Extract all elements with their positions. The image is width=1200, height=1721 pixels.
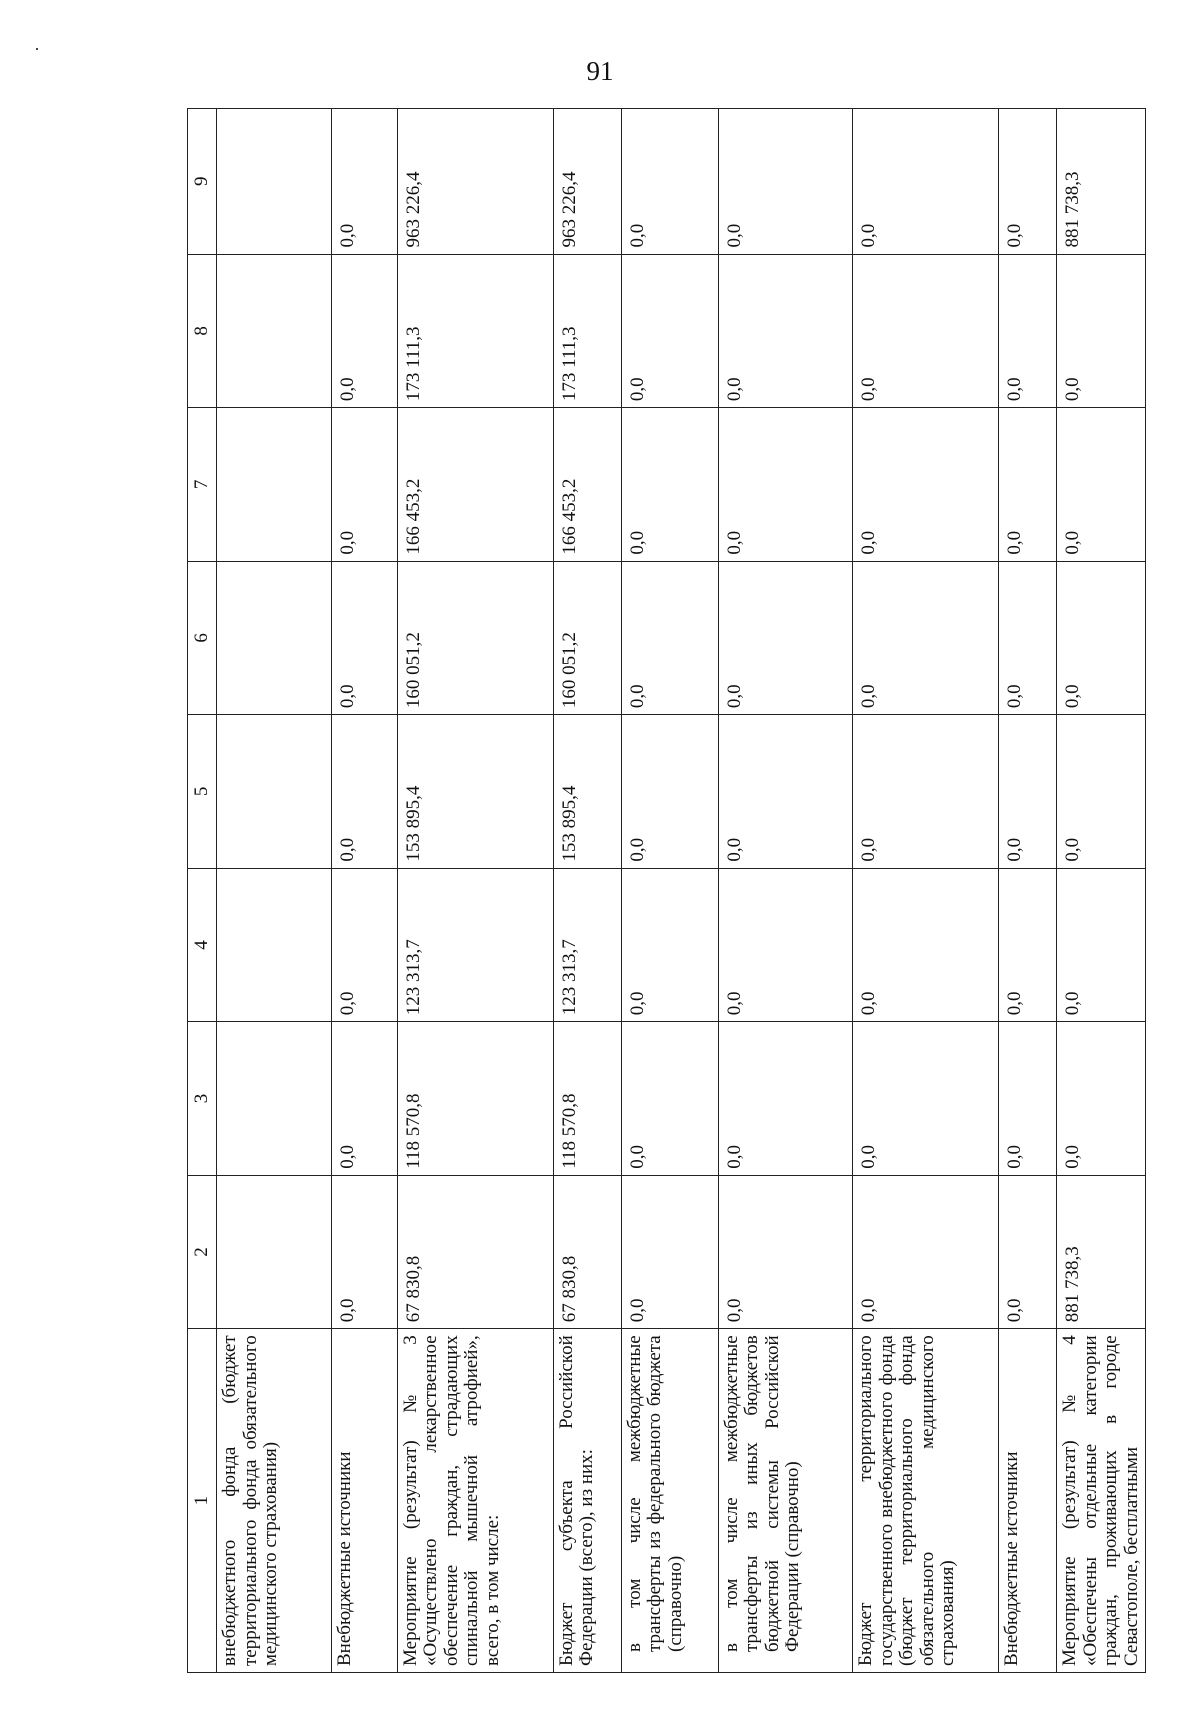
value-cell: 160 051,2	[397, 561, 553, 715]
table-row	[1057, 109, 1146, 1673]
table-row	[331, 109, 397, 1673]
value-cell: 0,0	[718, 109, 852, 255]
value-cell: 0,0	[998, 1022, 1056, 1176]
column-number-6: 6	[188, 561, 217, 715]
row-label: Мероприятие (результат) № 4 «Обеспечены отдельные категории граждан, проживающих в городе Севастополе, бесплатными	[1057, 1329, 1146, 1673]
value-cell: 118 570,8	[397, 1022, 553, 1176]
value-cell: 0,0	[331, 561, 397, 715]
value-cell: 0,0	[998, 561, 1056, 715]
value-cell: 0,0	[718, 408, 852, 562]
column-number-9: 9	[188, 109, 217, 255]
value-cell: 0,0	[853, 561, 999, 715]
value-cell: 0,0	[331, 1022, 397, 1176]
page-number: 91	[586, 56, 614, 86]
value-cell: 0,0	[718, 715, 852, 869]
row-label: внебюджетного фонда (бюджет территориального фонда обязательного медицинского страхования)	[217, 1329, 332, 1673]
value-cell: 881 738,3	[1057, 109, 1146, 255]
value-cell: 173 111,3	[397, 254, 553, 408]
value-cell: 0,0	[998, 408, 1056, 562]
value-cell: 0,0	[998, 254, 1056, 408]
value-cell: 0,0	[331, 254, 397, 408]
value-cell: 0,0	[331, 1175, 397, 1329]
value-cell: 0,0	[998, 715, 1056, 869]
table-row	[397, 109, 553, 1673]
column-number-3: 3	[188, 1022, 217, 1176]
column-number-7: 7	[188, 408, 217, 562]
value-cell	[217, 1022, 332, 1176]
value-cell: 123 313,7	[397, 868, 553, 1022]
row-label: в том числе межбюджетные трансферты из иных бюджетов бюджетной системы Российской Федерации (справочно)	[718, 1329, 852, 1673]
value-cell: 0,0	[853, 1022, 999, 1176]
value-cell: 0,0	[1057, 561, 1146, 715]
table-frame	[187, 108, 1142, 1673]
value-cell: 0,0	[853, 1175, 999, 1329]
table-row	[718, 109, 852, 1673]
budget-table	[187, 108, 1146, 1673]
value-cell: 166 453,2	[553, 408, 621, 562]
value-cell: 0,0	[853, 868, 999, 1022]
table-row	[998, 109, 1056, 1673]
value-cell: 166 453,2	[397, 408, 553, 562]
value-cell: 0,0	[853, 109, 999, 255]
value-cell	[217, 561, 332, 715]
value-cell: 0,0	[621, 561, 718, 715]
value-cell: 0,0	[998, 1175, 1056, 1329]
column-number-5: 5	[188, 715, 217, 869]
value-cell: 0,0	[1057, 868, 1146, 1022]
value-cell: 123 313,7	[553, 868, 621, 1022]
value-cell: 67 830,8	[553, 1175, 621, 1329]
value-cell: 0,0	[621, 868, 718, 1022]
scan-speck	[36, 48, 38, 50]
value-cell: 0,0	[718, 561, 852, 715]
value-cell: 0,0	[853, 254, 999, 408]
row-label: Бюджет территориального государственного внебюджетного фонда (бюджет территориального фонда обязательного медицинского страхования)	[853, 1329, 999, 1673]
value-cell: 0,0	[998, 109, 1056, 255]
column-number-2: 2	[188, 1175, 217, 1329]
table-row	[217, 109, 332, 1673]
value-cell: 0,0	[853, 408, 999, 562]
table-row	[553, 109, 621, 1673]
column-number-4: 4	[188, 868, 217, 1022]
value-cell: 0,0	[1057, 408, 1146, 562]
value-cell: 0,0	[853, 715, 999, 869]
value-cell: 160 051,2	[553, 561, 621, 715]
value-cell: 0,0	[1057, 254, 1146, 408]
table-header-row	[188, 109, 217, 1673]
value-cell: 0,0	[1057, 715, 1146, 869]
value-cell: 0,0	[621, 1175, 718, 1329]
value-cell	[217, 1175, 332, 1329]
value-cell: 0,0	[621, 109, 718, 255]
row-label: Внебюджетные источники	[998, 1329, 1056, 1673]
value-cell: 0,0	[718, 868, 852, 1022]
value-cell: 0,0	[621, 408, 718, 562]
value-cell: 0,0	[621, 254, 718, 408]
value-cell: 153 895,4	[553, 715, 621, 869]
value-cell: 67 830,8	[397, 1175, 553, 1329]
value-cell	[217, 408, 332, 562]
value-cell	[217, 715, 332, 869]
value-cell: 118 570,8	[553, 1022, 621, 1176]
value-cell: 153 895,4	[397, 715, 553, 869]
row-label: Мероприятие (результат) № 3 «Осуществлено лекарственное обеспечение граждан, страдающих спинальной мышечной атрофией», всего, в том числе:	[397, 1329, 553, 1673]
value-cell: 0,0	[331, 715, 397, 869]
value-cell: 0,0	[331, 408, 397, 562]
value-cell: 881 738,3	[1057, 1175, 1146, 1329]
value-cell: 0,0	[718, 1175, 852, 1329]
value-cell: 0,0	[331, 109, 397, 255]
rotated-table-container	[187, 108, 1142, 1673]
column-number-1: 1	[188, 1329, 217, 1673]
column-number-8: 8	[188, 254, 217, 408]
value-cell	[217, 254, 332, 408]
row-label: в том числе межбюджетные трансферты из федерального бюджета (справочно)	[621, 1329, 718, 1673]
value-cell: 173 111,3	[553, 254, 621, 408]
value-cell	[217, 109, 332, 255]
value-cell: 0,0	[621, 715, 718, 869]
row-label: Бюджет субъекта Российской Федерации (всего), из них:	[553, 1329, 621, 1673]
value-cell: 0,0	[331, 868, 397, 1022]
value-cell: 963 226,4	[397, 109, 553, 255]
table-row	[853, 109, 999, 1673]
row-label: Внебюджетные источники	[331, 1329, 397, 1673]
value-cell: 0,0	[621, 1022, 718, 1176]
value-cell: 0,0	[998, 868, 1056, 1022]
value-cell: 0,0	[718, 254, 852, 408]
value-cell	[217, 868, 332, 1022]
table-row	[621, 109, 718, 1673]
value-cell: 963 226,4	[553, 109, 621, 255]
value-cell: 0,0	[718, 1022, 852, 1176]
value-cell: 0,0	[1057, 1022, 1146, 1176]
